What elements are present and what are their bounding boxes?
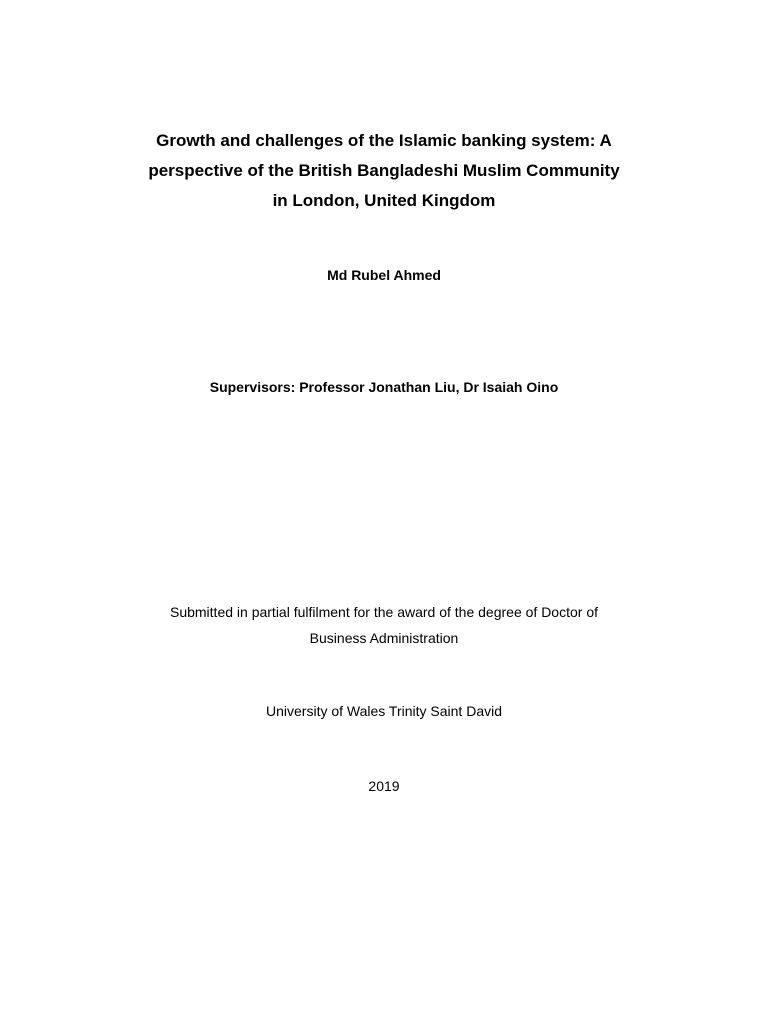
thesis-title-line: Growth and challenges of the Islamic banking system: A <box>156 131 612 150</box>
thesis-title-line: in London, United Kingdom <box>272 191 496 210</box>
thesis-title-line: perspective of the British Bangladeshi Muslim Community <box>148 161 620 180</box>
submission-year: 2019 <box>368 778 400 794</box>
degree-statement-line: Submitted in partial fulfilment for the award of the degree of Doctor of <box>169 604 598 620</box>
thesis-title <box>110 126 658 216</box>
author-name: Md Rubel Ahmed <box>327 267 441 283</box>
degree-statement <box>0 599 768 651</box>
university-name: University of Wales Trinity Saint David <box>266 703 502 719</box>
degree-statement-line: Business Administration <box>309 630 459 646</box>
supervisors-line: Supervisors: Professor Jonathan Liu, Dr Isaiah Oino <box>209 379 559 395</box>
